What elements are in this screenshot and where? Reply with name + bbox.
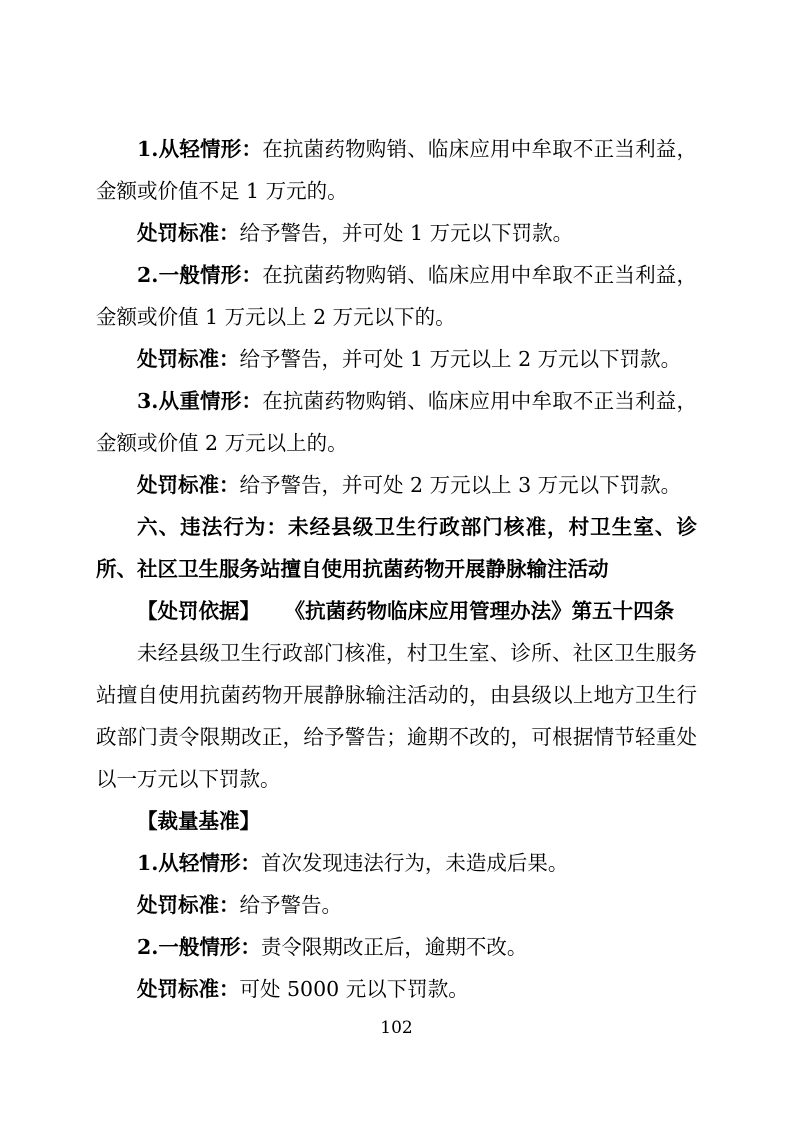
paragraph-label: 处罚标准： — [137, 977, 240, 1001]
paragraph-mitigating-2 — [96, 842, 697, 884]
paragraph-label: 2.一般情形： — [137, 935, 261, 959]
discretion-standard-heading: 【裁量基准】 — [137, 809, 260, 833]
paragraph-text: 给予警告，并可处 1 万元以上 2 万元以下罚款。 — [239, 347, 682, 371]
paragraph-aggravating-1 — [96, 380, 697, 464]
paragraph-label: 1.从轻情形： — [137, 137, 263, 161]
penalty-basis-text: 《抗菌药物临床应用管理办法》第五十四条 — [284, 599, 675, 623]
paragraph-label: 处罚标准： — [137, 347, 240, 371]
paragraph-text: 在抗菌药物购销、临床应用中牟取不正当利益，金额或价值不足 1 万元的。 — [96, 137, 698, 203]
penalty-basis-body: 未经县级卫生行政部门核准，村卫生室、诊所、社区卫生服务站擅自使用抗菌药物开展静脉输注活动的，由县级以上地方卫生行政部门责令限期改正，给予警告；逾期不改的，可根据情节轻重处以一万元以下罚款。 — [96, 641, 697, 791]
paragraph-label: 处罚标准： — [137, 221, 240, 245]
paragraph-label: 处罚标准： — [137, 473, 240, 497]
paragraph-text: 给予警告，并可处 1 万元以下罚款。 — [239, 221, 574, 245]
paragraph-penalty-3 — [96, 464, 697, 506]
section-heading-six: 六、违法行为：未经县级卫生行政部门核准，村卫生室、诊所、社区卫生服务站擅自使用抗菌药物开展静脉输注活动 — [96, 515, 697, 581]
page-number: 102 — [380, 1018, 413, 1038]
paragraph-text: 责令限期改正后，逾期不改。 — [260, 935, 528, 959]
paragraph-label: 1.从轻情形： — [137, 851, 261, 875]
paragraph-label: 2.一般情形： — [137, 263, 263, 287]
paragraph-mitigating-1 — [96, 128, 697, 212]
paragraph-label: 3.从重情形： — [137, 389, 263, 413]
paragraph-penalty-2 — [96, 338, 697, 380]
paragraph-text: 在抗菌药物购销、临床应用中牟取不正当利益，金额或价值 1 万元以上 2 万元以下的。 — [96, 263, 698, 329]
paragraph-label: 处罚标准： — [137, 893, 240, 917]
paragraph-text: 可处 5000 元以下罚款。 — [239, 977, 469, 1001]
penalty-basis-heading — [96, 590, 697, 632]
penalty-basis-label: 【处罚依据】 — [137, 599, 260, 623]
paragraph-general-1 — [96, 254, 697, 338]
paragraph-penalty-5 — [96, 968, 697, 1010]
paragraph-text: 给予警告。 — [239, 893, 342, 917]
document-body — [96, 128, 697, 1010]
paragraph-general-2 — [96, 926, 697, 968]
paragraph-text: 首次发现违法行为，未造成后果。 — [260, 851, 569, 875]
paragraph-penalty-4 — [96, 884, 697, 926]
paragraph-text: 在抗菌药物购销、临床应用中牟取不正当利益，金额或价值 2 万元以上的。 — [96, 389, 698, 455]
paragraph-text: 给予警告，并可处 2 万元以上 3 万元以下罚款。 — [239, 473, 682, 497]
paragraph-penalty-1 — [96, 212, 697, 254]
